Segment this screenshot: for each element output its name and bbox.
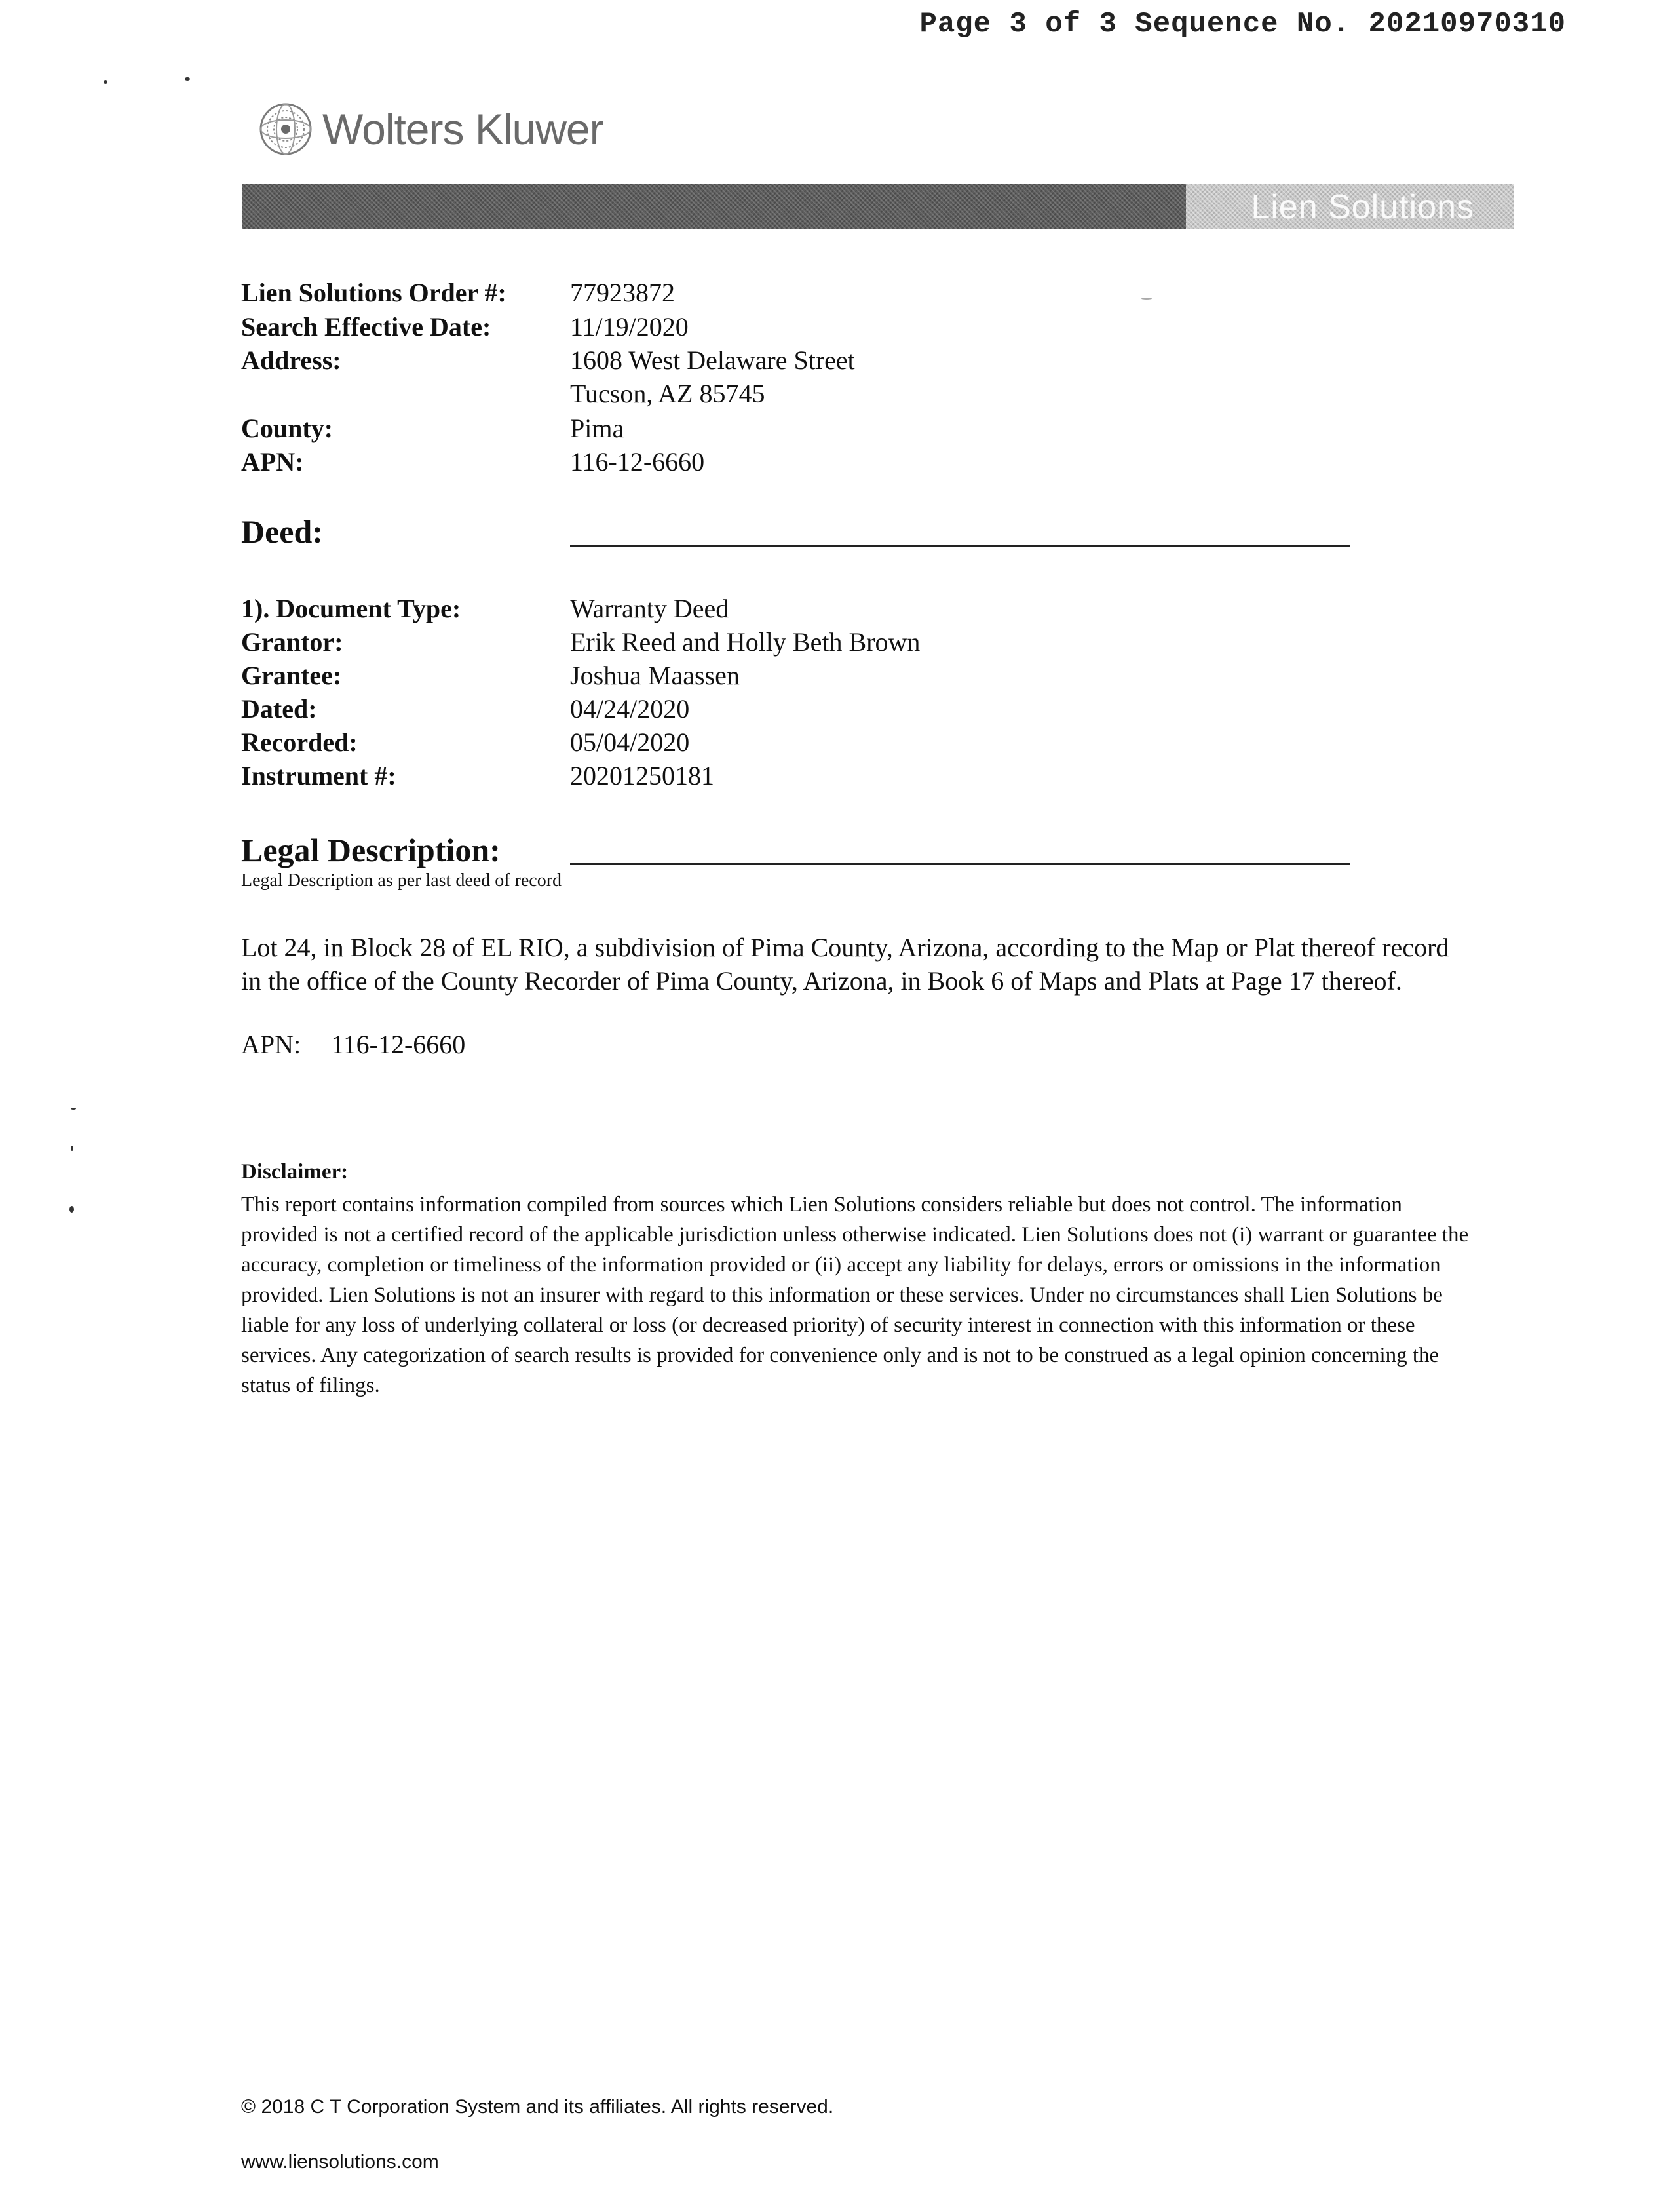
legal-description-heading: Legal Description: — [241, 832, 501, 868]
grantee-label: Grantee: — [241, 661, 342, 690]
legal-description-note: Legal Description as per last deed of record — [241, 870, 562, 891]
globe-sphere-icon — [257, 100, 315, 158]
wolters-kluwer-logo — [257, 93, 603, 165]
legal-apn-value: 116-12-6660 — [331, 1030, 466, 1059]
order-number-value: 77923872 — [570, 278, 675, 307]
deed-rule — [570, 545, 1350, 547]
grantor-value: Erik Reed and Holly Beth Brown — [570, 627, 921, 657]
recorded-value: 05/04/2020 — [570, 728, 690, 757]
address-label: Address: — [241, 345, 341, 375]
grantee-value: Joshua Maassen — [570, 661, 740, 690]
legal-apn-line — [241, 1029, 465, 1060]
banner-light-panel — [1186, 184, 1514, 229]
scan-speck — [104, 80, 107, 84]
address-line-2: Tucson, AZ 85745 — [570, 379, 765, 408]
grantor-label: Grantor: — [241, 627, 343, 657]
banner-label: Lien Solutions — [1251, 188, 1474, 226]
logo-text: Wolters Kluwer — [322, 105, 603, 153]
county-label: County: — [241, 414, 334, 443]
search-date-value: 11/19/2020 — [570, 312, 689, 341]
footer-copyright: © 2018 C T Corporation System and its affiliates. All rights reserved. — [241, 2096, 834, 2118]
scan-speck — [71, 1146, 73, 1151]
scan-speck — [69, 1206, 74, 1213]
disclaimer-title: Disclaimer: — [241, 1160, 349, 1184]
scan-speck — [185, 77, 190, 81]
lien-solutions-banner — [242, 184, 1514, 229]
scan-speck — [1141, 298, 1152, 300]
instrument-value: 20201250181 — [570, 761, 714, 790]
search-date-label: Search Effective Date: — [241, 312, 491, 341]
dated-value: 04/24/2020 — [570, 694, 690, 724]
document-type-value: Warranty Deed — [570, 594, 729, 623]
legal-description-rule — [570, 863, 1350, 865]
deed-heading: Deed: — [241, 513, 323, 550]
legal-apn-label: APN: — [241, 1030, 301, 1059]
dated-label: Dated: — [241, 694, 317, 724]
page-sequence-header: Page 3 of 3 Sequence No. 20210970310 — [919, 8, 1566, 41]
address-line-1: 1608 West Delaware Street — [570, 345, 855, 375]
scan-speck — [71, 1108, 76, 1110]
legal-description-text: Lot 24, in Block 28 of EL RIO, a subdivision of Pima County, Arizona, according to the Map or Plat thereof record in the office of the County Recorder of Pima County, Arizona, in Book 6 of Maps and Plats at Page 17 thereof. — [241, 933, 1449, 996]
apn-label: APN: — [241, 447, 304, 476]
footer-website-link[interactable]: www.liensolutions.com — [241, 2151, 439, 2173]
instrument-label: Instrument #: — [241, 761, 396, 790]
apn-value: 116-12-6660 — [570, 447, 705, 476]
recorded-label: Recorded: — [241, 728, 358, 757]
county-value: Pima — [570, 414, 624, 443]
order-number-label: Lien Solutions Order #: — [241, 278, 506, 307]
document-type-label: 1). Document Type: — [241, 594, 461, 623]
disclaimer-body: This report contains information compiled from sources which Lien Solutions considers reliable but does not control. The information provided is not a certified record of the applicable jurisdiction unless otherwise indicated. Lien Solutions does not (i) warrant or guarantee the accuracy, completion or timeliness of the information provided or (ii) accept any liability for delays, errors or omissions in the information provided. Lien Solutions is not an insurer with regard to this information or these services. Under no circumstances shall Lien Solutions be liable for any loss of underlying collateral or loss (or decreased priority) of security interest in connection with this information or these services. Any categorization of search results is provided for convenience only and is not to be construed as a legal opinion concerning the status of filings. — [241, 1193, 1469, 1397]
